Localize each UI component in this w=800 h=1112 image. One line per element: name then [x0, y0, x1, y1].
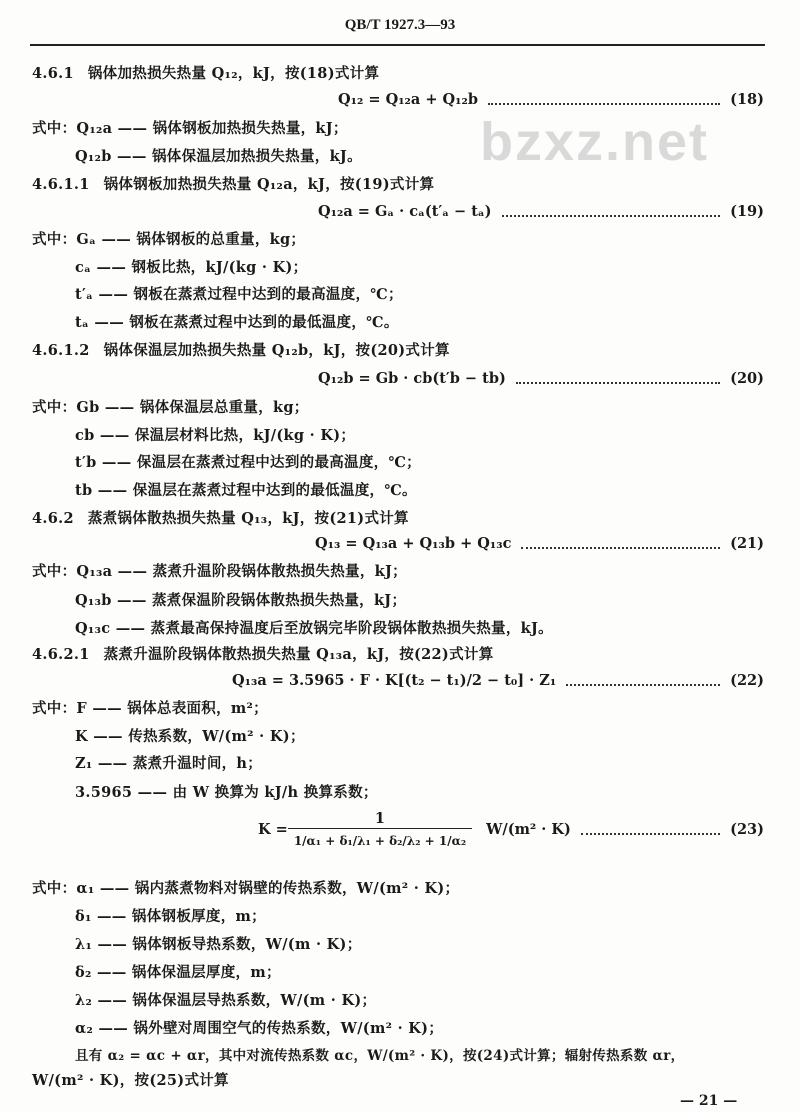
- page-number: — 21 —: [680, 1093, 738, 1109]
- formula: Q₁₂b = Gb · cb(t′b − tb): [318, 370, 506, 387]
- equation-number: (19): [730, 203, 764, 220]
- dot-leader: [581, 825, 720, 835]
- section-number: 4.6.2: [32, 510, 74, 527]
- numerator: 1: [288, 810, 472, 829]
- section-text: 蒸煮锅体散热损失热量 Q₁₃，kJ，按(21)式计算: [87, 510, 409, 527]
- dot-leader: [516, 374, 720, 384]
- definition: cb —— 保温层材料比热，kJ/(kg · K)；: [75, 427, 356, 444]
- definition: Q₁₃b —— 蒸煮保温阶段锅体散热损失热量，kJ；: [75, 592, 407, 609]
- section-text: 锅体保温层加热损失热量 Q₁₂b，kJ，按(20)式计算: [103, 342, 450, 359]
- definition: 式中：Q₁₂a —— 锅体钢板加热损失热量，kJ；: [32, 120, 348, 137]
- definition: λ₁ —— 锅体钢板导热系数，W/(m · K)；: [75, 936, 362, 953]
- section-number: 4.6.2.1: [32, 646, 90, 663]
- equation-18: [338, 91, 764, 109]
- section-text: 蒸煮升温阶段锅体散热损失热量 Q₁₃a，kJ，按(22)式计算: [103, 646, 494, 663]
- dot-leader: [521, 539, 720, 549]
- section-4-6-1-2: [32, 342, 450, 360]
- equation-22: [232, 672, 764, 690]
- equation-19: [318, 203, 764, 221]
- paragraph-line: W/(m² · K)，按(25)式计算: [32, 1072, 229, 1089]
- equation-21: [315, 535, 764, 553]
- fraction: [294, 810, 466, 850]
- watermark: bzxz.net: [480, 112, 710, 172]
- definition: Q₁₂b —— 锅体保温层加热损失热量，kJ。: [75, 148, 362, 165]
- section-text: 锅体钢板加热损失热量 Q₁₂a，kJ，按(19)式计算: [103, 176, 435, 193]
- paragraph-line: 且有 α₂ = αc + αr，其中对流传热系数 αc，W/(m² · K)，按(24)式计算；辐射传热系数 αr，: [75, 1048, 685, 1064]
- formula: Q₁₃a = 3.5965 · F · K[(t₂ − t₁)/2 − t₀] · Z₁: [232, 672, 557, 689]
- definition: λ₂ —— 锅体保温层导热系数，W/(m · K)；: [75, 992, 377, 1009]
- definition: 式中：F —— 锅体总表面积，m²；: [32, 700, 268, 717]
- formula-lhs: K =: [258, 821, 288, 838]
- equation-number: (23): [730, 821, 764, 838]
- section-text: 锅体加热损失热量 Q₁₂，kJ，按(18)式计算: [87, 65, 380, 82]
- definition: t′ₐ —— 钢板在蒸煮过程中达到的最高温度，℃；: [75, 286, 403, 303]
- formula: Q₁₂a = Gₐ · cₐ(t′ₐ − tₐ): [318, 203, 492, 220]
- definition: cₐ —— 钢板比热，kJ/(kg · K)；: [75, 259, 308, 276]
- equation-23: [258, 810, 764, 850]
- section-4-6-1-1: [32, 176, 434, 194]
- definition: 式中：Q₁₃a —— 蒸煮升温阶段锅体散热损失热量，kJ；: [32, 563, 407, 580]
- definition: Q₁₃c —— 蒸煮最高保持温度后至放锅完毕阶段锅体散热损失热量，kJ。: [75, 620, 553, 637]
- definition: 式中：α₁ —— 锅内蒸煮物料对锅壁的传热系数，W/(m² · K)；: [32, 880, 460, 897]
- section-number: 4.6.1.2: [32, 342, 90, 359]
- formula: Q₁₂ = Q₁₂a + Q₁₂b: [338, 91, 479, 108]
- equation-number: (21): [730, 535, 764, 552]
- denominator: 1/α₁ + δ₁/λ₁ + δ₂/λ₂ + 1/α₂: [293, 834, 467, 848]
- section-4-6-2: [32, 510, 409, 528]
- definition: tb —— 保温层在蒸煮过程中达到的最低温度，℃。: [75, 482, 417, 499]
- section-4-6-1: [32, 65, 379, 83]
- equation-number: (20): [730, 370, 764, 387]
- definition: α₂ —— 锅外壁对周围空气的传热系数，W/(m² · K)；: [75, 1020, 444, 1037]
- equation-20: [318, 370, 764, 388]
- definition: K —— 传热系数，W/(m² · K)；: [75, 728, 305, 745]
- dot-leader: [502, 207, 721, 217]
- definition: δ₂ —— 锅体保温层厚度，m；: [75, 964, 281, 981]
- dot-leader: [488, 95, 720, 105]
- header-rule: [30, 44, 765, 46]
- dot-leader: [566, 676, 720, 686]
- unit: W/(m² · K): [486, 821, 571, 838]
- definition: Z₁ —— 蒸煮升温时间，h；: [75, 755, 263, 772]
- section-4-6-2-1: [32, 646, 494, 664]
- definition: 式中：Gₐ —— 锅体钢板的总重量，kg；: [32, 231, 306, 248]
- document-header: QB/T 1927.3—93: [344, 17, 456, 33]
- section-number: 4.6.1.1: [32, 176, 90, 193]
- definition: tₐ —— 钢板在蒸煮过程中达到的最低温度，℃。: [75, 314, 399, 331]
- formula: Q₁₃ = Q₁₃a + Q₁₃b + Q₁₃c: [315, 535, 512, 552]
- definition: 式中：Gb —— 锅体保温层总重量，kg；: [32, 399, 309, 416]
- section-number: 4.6.1: [32, 65, 74, 82]
- definition: t′b —— 保温层在蒸煮过程中达到的最高温度，℃；: [75, 454, 421, 471]
- definition: 3.5965 —— 由 W 换算为 kJ/h 换算系数；: [75, 784, 378, 801]
- definition: δ₁ —— 锅体钢板厚度，m；: [75, 908, 266, 925]
- equation-number: (22): [730, 672, 764, 689]
- equation-number: (18): [730, 91, 764, 108]
